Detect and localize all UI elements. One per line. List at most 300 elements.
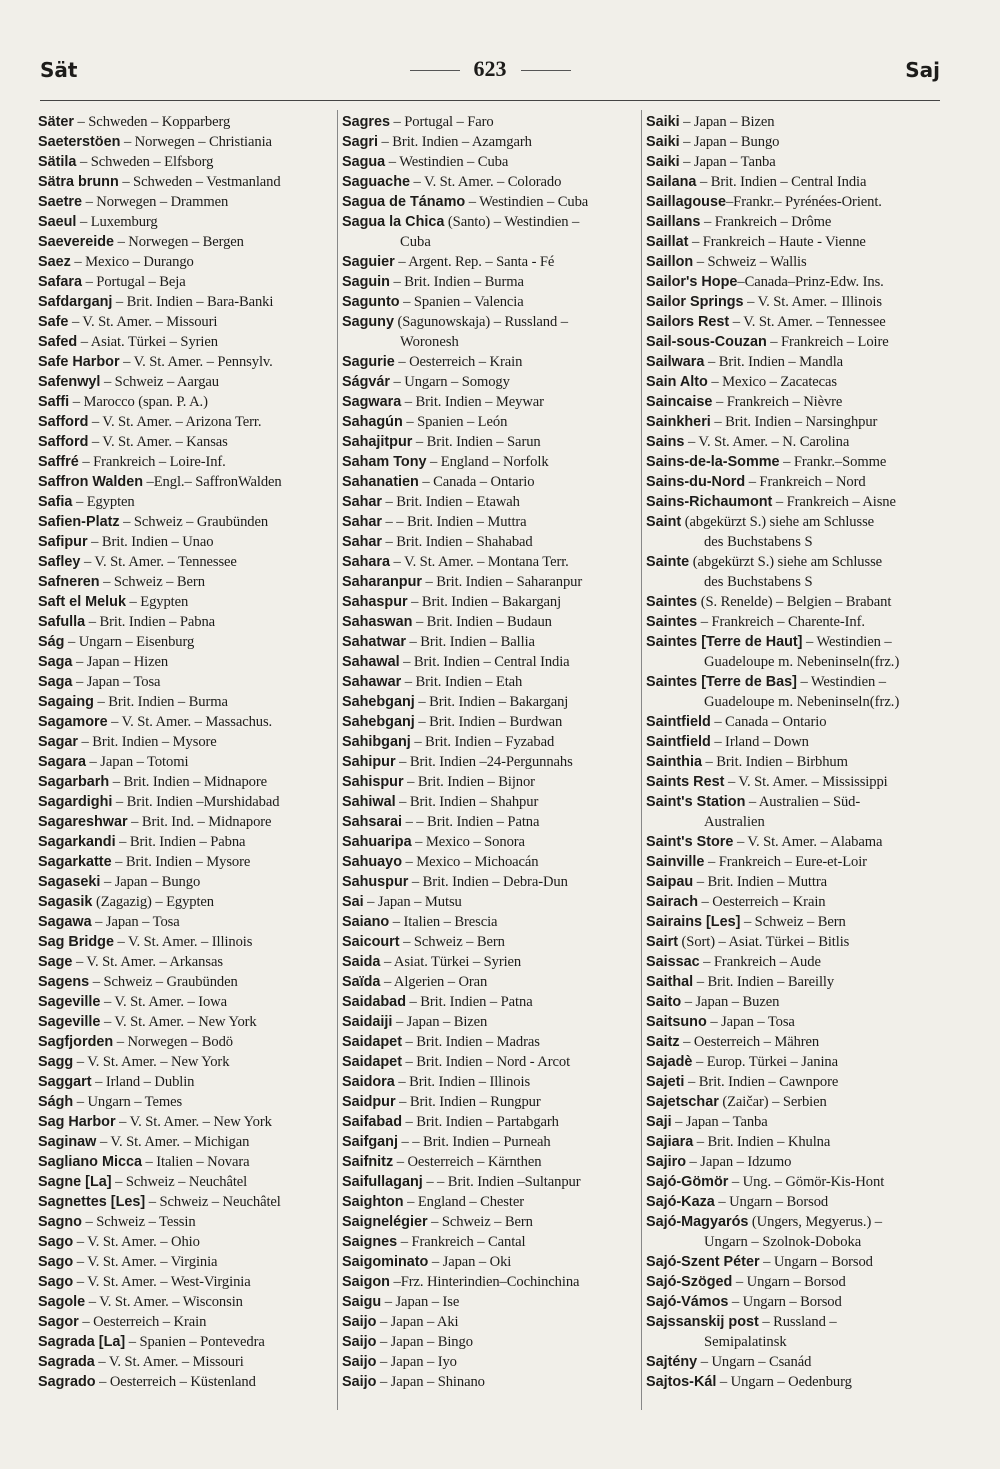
- entry-name: Sage: [38, 954, 73, 970]
- gazetteer-entry: [646, 852, 946, 872]
- entry-location: – Frankreich – Eure-et-Loir: [704, 854, 867, 870]
- entry-location: – Brit. Indien – Central India: [696, 174, 867, 190]
- entry-location: – Westindien –: [796, 674, 886, 690]
- entry-name: Saft el Meluk: [38, 594, 126, 610]
- entry-name: Sahara: [342, 554, 390, 570]
- entry-location: – Brit. Indien – Meywar: [401, 394, 544, 410]
- entry-name: Saicourt: [342, 934, 400, 950]
- gazetteer-entry: [646, 772, 946, 792]
- gazetteer-entry: [38, 152, 333, 172]
- gazetteer-entry: [342, 1252, 637, 1272]
- entry-name: Sagri: [342, 134, 378, 150]
- header-rule-right: [521, 70, 571, 71]
- entry-name: Sains-de-la-Somme: [646, 454, 780, 470]
- entry-location: – Brit. Indien – Bakarganj: [414, 694, 569, 710]
- entry-location: – Asiat. Türkei – Syrien: [77, 334, 218, 350]
- entry-name: Saifabad: [342, 1114, 402, 1130]
- gazetteer-entry: [38, 872, 333, 892]
- entry-location: – V. St. Amer. – Ohio: [73, 1234, 200, 1250]
- gazetteer-entry: [38, 1312, 333, 1332]
- gazetteer-entry: [342, 252, 637, 272]
- gazetteer-entry: [38, 1332, 333, 1352]
- entry-name: Sainkheri: [646, 414, 711, 430]
- entry-name: Saguache: [342, 174, 410, 190]
- entry-location: – V. St. Amer. – New York: [100, 1014, 257, 1030]
- entry-location: – Frankreich – Aisne: [772, 494, 896, 510]
- entry-location: – Oesterreich – Küstenland: [95, 1374, 256, 1390]
- entry-name: Saintes [Terre de Bas]: [646, 674, 797, 690]
- entry-name: Saincaise: [646, 394, 713, 410]
- entry-continuation: Guadeloupe m. Nebeninseln(frz.): [704, 694, 900, 710]
- entry-name: Saidabad: [342, 994, 406, 1010]
- entry-name: Sahibganj: [342, 734, 411, 750]
- entry-location: – Schweden – Vestmanland: [118, 174, 281, 190]
- entry-name: Sahar: [342, 494, 382, 510]
- gazetteer-entry: [38, 1092, 333, 1112]
- entry-name: Sahar: [342, 534, 382, 550]
- entry-name: Sagg: [38, 1054, 74, 1070]
- header-divider: [40, 100, 940, 101]
- entry-location: – Brit. Indien – Burma: [93, 694, 228, 710]
- entry-location: – Brit. Indien – Cawnpore: [684, 1074, 839, 1090]
- entry-name: Sajadè: [646, 1054, 693, 1070]
- entry-name: Sagaing: [38, 694, 94, 710]
- entry-name: Sagar: [38, 734, 78, 750]
- entry-location: – V. St. Amer. – Michigan: [96, 1134, 250, 1150]
- gazetteer-entry: [342, 352, 637, 372]
- gazetteer-entry: [646, 112, 946, 132]
- entry-name: Sailors Rest: [646, 314, 730, 330]
- gazetteer-entry: [38, 112, 333, 132]
- gazetteer-entry: [38, 892, 333, 912]
- entry-continuation: Ungarn – Szolnok-Doboka: [704, 1234, 862, 1250]
- gazetteer-entry: [646, 472, 946, 492]
- gazetteer-entry: [342, 992, 637, 1012]
- gazetteer-entry: [646, 172, 946, 192]
- entry-name: Saguin: [342, 274, 390, 290]
- entry-name: Safneren: [38, 574, 100, 590]
- gazetteer-entry: [38, 1012, 333, 1032]
- entry-location: – Brit. Indien – Budaun: [412, 614, 552, 630]
- entry-name: Sagole: [38, 1294, 86, 1310]
- gazetteer-entry: [342, 192, 637, 212]
- entry-name: Saillat: [646, 234, 689, 250]
- entry-location: (Sagunowskaja) – Russland –: [393, 314, 568, 330]
- entry-location: – Brit. Indien – Pabna: [85, 614, 216, 630]
- gazetteer-entry: [38, 932, 333, 952]
- entry-location: – Brit. Indien – Shahpur: [395, 794, 539, 810]
- entry-location: – V. St. Amer. – Wisconsin: [85, 1294, 243, 1310]
- gazetteer-entry: [342, 1032, 637, 1052]
- entry-name: Sairains [Les]: [646, 914, 741, 930]
- gazetteer-entry: [342, 892, 637, 912]
- gazetteer-entry: [646, 972, 946, 992]
- gazetteer-entry: [342, 1292, 637, 1312]
- entry-location: – Frankreich – Haute - Vienne: [688, 234, 866, 250]
- entry-name: Sagnettes [Les]: [38, 1194, 146, 1210]
- entry-location: – V. St. Amer. – New York: [73, 1054, 230, 1070]
- entry-name: Saeterstöen: [38, 134, 121, 150]
- entry-location: – Frankr.–Somme: [779, 454, 887, 470]
- entry-location: – Schweiz – Bern: [427, 1214, 533, 1230]
- gazetteer-entry: [646, 1252, 946, 1272]
- gazetteer-entry: [38, 1252, 333, 1272]
- entry-location: – Norwegen – Bergen: [114, 234, 244, 250]
- entry-name: Saithal: [646, 974, 694, 990]
- entry-location: –Canada–Prinz-Edw. Ins.: [737, 274, 884, 290]
- gazetteer-entry: [342, 452, 637, 472]
- gazetteer-entry: [342, 952, 637, 972]
- gazetteer-entry: [38, 392, 333, 412]
- entry-name: Saffré: [38, 454, 79, 470]
- entry-name: Sajó-Magyarós: [646, 1214, 749, 1230]
- entry-name: Sahipur: [342, 754, 396, 770]
- entry-location: – Brit. Indien – Azamgarh: [378, 134, 532, 150]
- column-divider-1: [337, 110, 338, 1410]
- gazetteer-entry: [646, 352, 946, 372]
- entry-name: Saissac: [646, 954, 700, 970]
- entry-location: – Ungarn – Borsod: [732, 1274, 846, 1290]
- entry-name: Saintes: [646, 594, 698, 610]
- entry-name: Sains: [646, 434, 685, 450]
- gazetteer-entry: [646, 912, 946, 932]
- entry-name: Saigu: [342, 1294, 382, 1310]
- gazetteer-entry: [38, 572, 333, 592]
- entry-location: –Engl.– SaffronWalden: [143, 474, 282, 490]
- gazetteer-entry: [646, 212, 946, 232]
- entry-name: Sageville: [38, 994, 101, 1010]
- gazetteer-entry: [38, 632, 333, 652]
- entry-location: – Brit. Indien – Madras: [401, 1034, 540, 1050]
- entry-name: Saintes: [646, 614, 698, 630]
- entry-location: – Luxemburg: [76, 214, 158, 230]
- entry-name: Sainthia: [646, 754, 702, 770]
- entry-name: Saga: [38, 674, 73, 690]
- entry-name: Sahispur: [342, 774, 404, 790]
- gazetteer-entry: [646, 412, 946, 432]
- gazetteer-entry: [342, 552, 637, 572]
- gazetteer-entry: [342, 772, 637, 792]
- gazetteer-entry: [646, 992, 946, 1012]
- gazetteer-entry: [38, 352, 333, 372]
- gazetteer-entry: [38, 712, 333, 732]
- entry-location: – Brit. Indien – Bareilly: [693, 974, 835, 990]
- gazetteer-entry: [646, 1272, 946, 1292]
- entry-name: Saida: [342, 954, 381, 970]
- gazetteer-entry: [38, 672, 333, 692]
- gazetteer-entry: [38, 512, 333, 532]
- gazetteer-entry: [342, 1272, 637, 1292]
- entry-location: – Frankreich – Loire-Inf.: [78, 454, 226, 470]
- gazetteer-entry: [646, 392, 946, 412]
- entry-name: Sajiara: [646, 1134, 694, 1150]
- entry-name: Sailana: [646, 174, 697, 190]
- gazetteer-entry: [342, 812, 637, 832]
- entry-continuation: Semipalatinsk: [704, 1334, 787, 1350]
- entry-location: – Schweiz – Tessin: [81, 1214, 196, 1230]
- entry-location: – Oesterreich – Krain: [394, 354, 523, 370]
- entry-location: – Brit. Indien – Midnapore: [109, 774, 267, 790]
- entry-name: Sajssanskij post: [646, 1314, 759, 1330]
- entry-location: – Brit. Indien – Fyzabad: [410, 734, 555, 750]
- entry-location: – Brit. Indien – Unao: [87, 534, 214, 550]
- gazetteer-entry: [342, 512, 637, 532]
- entry-location: – Ungarn – Somogy: [390, 374, 510, 390]
- entry-name: Saiki: [646, 154, 680, 170]
- gazetteer-entry: [38, 132, 333, 152]
- gazetteer-entry: [38, 1372, 333, 1392]
- entry-location: – Oesterreich – Mähren: [679, 1034, 820, 1050]
- entry-name: Sahebganj: [342, 694, 415, 710]
- gazetteer-entry: [646, 872, 946, 892]
- page-number-block: [40, 56, 940, 82]
- gazetteer-entry: [342, 1312, 637, 1332]
- entry-name: Safulla: [38, 614, 86, 630]
- entry-name: Safdarganj: [38, 294, 113, 310]
- entry-location: – Frankreich – Nord: [745, 474, 866, 490]
- entry-name: Sagne [La]: [38, 1174, 112, 1190]
- entry-location: – V. St. Amer. – Missouri: [68, 314, 218, 330]
- gazetteer-entry: [342, 1152, 637, 1172]
- entry-name: Sagardighi: [38, 794, 113, 810]
- entry-name: Saiki: [646, 134, 680, 150]
- entry-name: Saidora: [342, 1074, 395, 1090]
- column-divider-2: [641, 110, 642, 1410]
- entry-name: Saignes: [342, 1234, 398, 1250]
- gazetteer-entry: [342, 652, 637, 672]
- gazetteer-entry: [646, 1012, 946, 1032]
- gazetteer-entry: [646, 192, 946, 212]
- entry-name: Sahaswan: [342, 614, 413, 630]
- entry-location: – Schweden – Elfsborg: [76, 154, 214, 170]
- gazetteer-entry: [38, 552, 333, 572]
- gazetteer-entry: [342, 912, 637, 932]
- entry-location: – – Brit. Indien –Sultanpur: [422, 1174, 581, 1190]
- entry-name: Sahebganj: [342, 714, 415, 730]
- entry-name: Sagens: [38, 974, 90, 990]
- entry-name: Sajtos-Kál: [646, 1374, 717, 1390]
- entry-location: – Schweiz – Bern: [740, 914, 846, 930]
- gazetteer-entry: [646, 1372, 946, 1392]
- gazetteer-entry: [646, 672, 946, 712]
- entry-location: – Schweiz – Graubünden: [119, 514, 269, 530]
- entry-name: Safenwyl: [38, 374, 101, 390]
- entry-name: Sagliano Micca: [38, 1154, 142, 1170]
- gazetteer-entry: [646, 592, 946, 612]
- gazetteer-entry: [342, 472, 637, 492]
- entry-location: – Asiat. Türkei – Syrien: [380, 954, 522, 970]
- entry-location: – Spanien – Valencia: [399, 294, 524, 310]
- entry-name: Saijo: [342, 1314, 377, 1330]
- gazetteer-entry: [646, 1352, 946, 1372]
- entry-location: – Oesterreich – Krain: [78, 1314, 207, 1330]
- gazetteer-entry: [38, 732, 333, 752]
- entry-name: Saillans: [646, 214, 701, 230]
- gazetteer-entry: [342, 872, 637, 892]
- gazetteer-entry: [38, 832, 333, 852]
- gazetteer-entry: [646, 632, 946, 672]
- entry-name: Sagrado: [38, 1374, 96, 1390]
- gazetteer-entry: [342, 832, 637, 852]
- entry-location: – Frankreich – Loire: [766, 334, 889, 350]
- entry-name: Saez: [38, 254, 71, 270]
- gazetteer-entry: [38, 1292, 333, 1312]
- entry-name: Saignelégier: [342, 1214, 428, 1230]
- entry-location: – Japan – Totomi: [86, 754, 189, 770]
- gazetteer-entry: [38, 692, 333, 712]
- entry-location: – Westindien –: [802, 634, 892, 650]
- entry-name: Sahawal: [342, 654, 400, 670]
- gazetteer-entry: [646, 1132, 946, 1152]
- gazetteer-entry: [646, 1292, 946, 1312]
- entry-location: – Japan – Bizen: [679, 114, 775, 130]
- entry-name: Sajeti: [646, 1074, 685, 1090]
- gazetteer-entry: [342, 1112, 637, 1132]
- entry-name: Sahagún: [342, 414, 403, 430]
- entry-location: – – Brit. Indien – Purneah: [397, 1134, 551, 1150]
- gazetteer-entry: [342, 1212, 637, 1232]
- entry-location: – Brit. Indien – Khulna: [693, 1134, 831, 1150]
- entry-name: Sagamore: [38, 714, 108, 730]
- entry-name: Sahatwar: [342, 634, 406, 650]
- entry-name: Safed: [38, 334, 78, 350]
- gazetteer-entry: [342, 732, 637, 752]
- entry-location: – Ungarn – Eisenburg: [64, 634, 195, 650]
- entry-location: – Mexico – Zacatecas: [707, 374, 838, 390]
- entry-location: – Egypten: [72, 494, 135, 510]
- entry-location: – Brit. Indien – Muttra: [693, 874, 827, 890]
- entry-location: – Mexico – Durango: [70, 254, 194, 270]
- entry-continuation: Woronesh: [400, 334, 459, 350]
- entry-location: – Japan – Mutsu: [363, 894, 462, 910]
- entry-name: Sain Alto: [646, 374, 708, 390]
- entry-name: Saint: [646, 514, 682, 530]
- entry-location: – Schweiz – Neuchâtel: [111, 1174, 248, 1190]
- gazetteer-entry: [342, 372, 637, 392]
- entry-location: – Brit. Indien – Ballia: [406, 634, 535, 650]
- entry-location: – Ungarn – Borsod: [714, 1194, 829, 1210]
- gazetteer-entry: [342, 972, 637, 992]
- entry-name: Sätila: [38, 154, 77, 170]
- entry-name: Sairt: [646, 934, 678, 950]
- gazetteer-entry: [38, 492, 333, 512]
- entry-name: Saguny: [342, 314, 394, 330]
- entry-location: – Brit. Indien – Nord - Arcot: [401, 1054, 571, 1070]
- gazetteer-entry: [342, 1172, 637, 1192]
- entry-name: Saidapet: [342, 1034, 402, 1050]
- entry-name: Safien-Platz: [38, 514, 120, 530]
- gazetteer-entry: [342, 712, 637, 732]
- gazetteer-entry: [646, 332, 946, 352]
- entry-location: – V. St. Amer. – Kansas: [88, 434, 228, 450]
- gazetteer-entry: [646, 612, 946, 632]
- entry-location: – Schweiz – Bern: [99, 574, 205, 590]
- gazetteer-entry: [38, 472, 333, 492]
- entry-name: Sagunto: [342, 294, 400, 310]
- entry-location: – – Brit. Indien – Muttra: [382, 514, 527, 530]
- entry-location: – V. St. Amer. – West-Virginia: [73, 1274, 251, 1290]
- gazetteer-entry: [342, 492, 637, 512]
- gazetteer-entry: [342, 112, 637, 132]
- entry-name: Saifnitz: [342, 1154, 394, 1170]
- gazetteer-entry: [38, 1132, 333, 1152]
- page-number: 623: [473, 56, 507, 81]
- gazetteer-entry: [342, 432, 637, 452]
- entry-name: Safia: [38, 494, 73, 510]
- entry-name: Ság: [38, 634, 65, 650]
- gazetteer-entry: [38, 1212, 333, 1232]
- entry-location: (Ungers, Megyerus.) –: [748, 1214, 882, 1230]
- gazetteer-entry: [38, 1032, 333, 1052]
- entry-location: – Spanien – León: [402, 414, 508, 430]
- gazetteer-entry: [646, 232, 946, 252]
- entry-location: – V. St. Amer. – N. Carolina: [684, 434, 850, 450]
- entry-location: – Canada – Ontario: [710, 714, 827, 730]
- gazetteer-entry: [38, 452, 333, 472]
- entry-location: – Russland –: [758, 1314, 837, 1330]
- entry-location: – Japan – Iyo: [376, 1354, 457, 1370]
- gazetteer-entry: [342, 572, 637, 592]
- gazetteer-entry: [38, 1172, 333, 1192]
- entry-location: – Brit. Indien – Illinois: [394, 1074, 531, 1090]
- entry-location: – Norwegen – Christiania: [120, 134, 272, 150]
- gazetteer-entry: [38, 1232, 333, 1252]
- entry-name: Sahawar: [342, 674, 402, 690]
- entry-location: – England – Chester: [403, 1194, 524, 1210]
- gazetteer-entry: [38, 1052, 333, 1072]
- entry-location: (abgekürzt S.) siehe am Schlusse: [681, 514, 875, 530]
- entry-location: – – Brit. Indien – Patna: [402, 814, 540, 830]
- entry-location: – Schweden – Kopparberg: [74, 114, 231, 130]
- gazetteer-entry: [646, 1032, 946, 1052]
- entry-name: Sairach: [646, 894, 698, 910]
- entry-location: – Australien – Süd-: [745, 794, 861, 810]
- entry-name: Sagurie: [342, 354, 395, 370]
- entry-location: – Japan – Bungo: [679, 134, 780, 150]
- entry-name: Sagarkandi: [38, 834, 116, 850]
- entry-name: Saintfield: [646, 714, 711, 730]
- entry-name: Ságvár: [342, 374, 390, 390]
- entry-name: Sago: [38, 1234, 74, 1250]
- entry-name: Sagareshwar: [38, 814, 128, 830]
- gazetteer-entry: [38, 1352, 333, 1372]
- entry-location: – Egypten: [125, 594, 189, 610]
- entry-name: Sagrada: [38, 1354, 95, 1370]
- entry-name: Saitz: [646, 1034, 680, 1050]
- entry-location: – Schweiz – Bern: [399, 934, 505, 950]
- entry-location: – Brit. Indien – Debra-Dun: [408, 874, 568, 890]
- entry-location: – Brit. Indien – Bara-Banki: [112, 294, 274, 310]
- entry-location: – Brit. Indien – Burma: [389, 274, 524, 290]
- entry-location: – Oesterreich – Krain: [698, 894, 826, 910]
- entry-location: (abgekürzt S.) siehe am Schlusse: [689, 554, 883, 570]
- entry-location: – Brit. Indien – Pabna: [115, 834, 246, 850]
- gazetteer-entry: [38, 772, 333, 792]
- entry-name: Saito: [646, 994, 682, 1010]
- header-right-keyword: Saj: [905, 58, 940, 82]
- gazetteer-entry: [342, 1372, 637, 1392]
- gazetteer-entry: [38, 312, 333, 332]
- entry-name: Sahiwal: [342, 794, 396, 810]
- entry-location: – Westindien – Cuba: [385, 154, 509, 170]
- gazetteer-entry: [38, 532, 333, 552]
- gazetteer-entry: [342, 692, 637, 712]
- entry-location: – Brit. Indien –24-Pergunnahs: [395, 754, 573, 770]
- gazetteer-entry: [342, 752, 637, 772]
- gazetteer-entry: [38, 1192, 333, 1212]
- entry-location: – V. St. Amer. – Arkansas: [72, 954, 223, 970]
- entry-name: Sajó-Szent Péter: [646, 1254, 760, 1270]
